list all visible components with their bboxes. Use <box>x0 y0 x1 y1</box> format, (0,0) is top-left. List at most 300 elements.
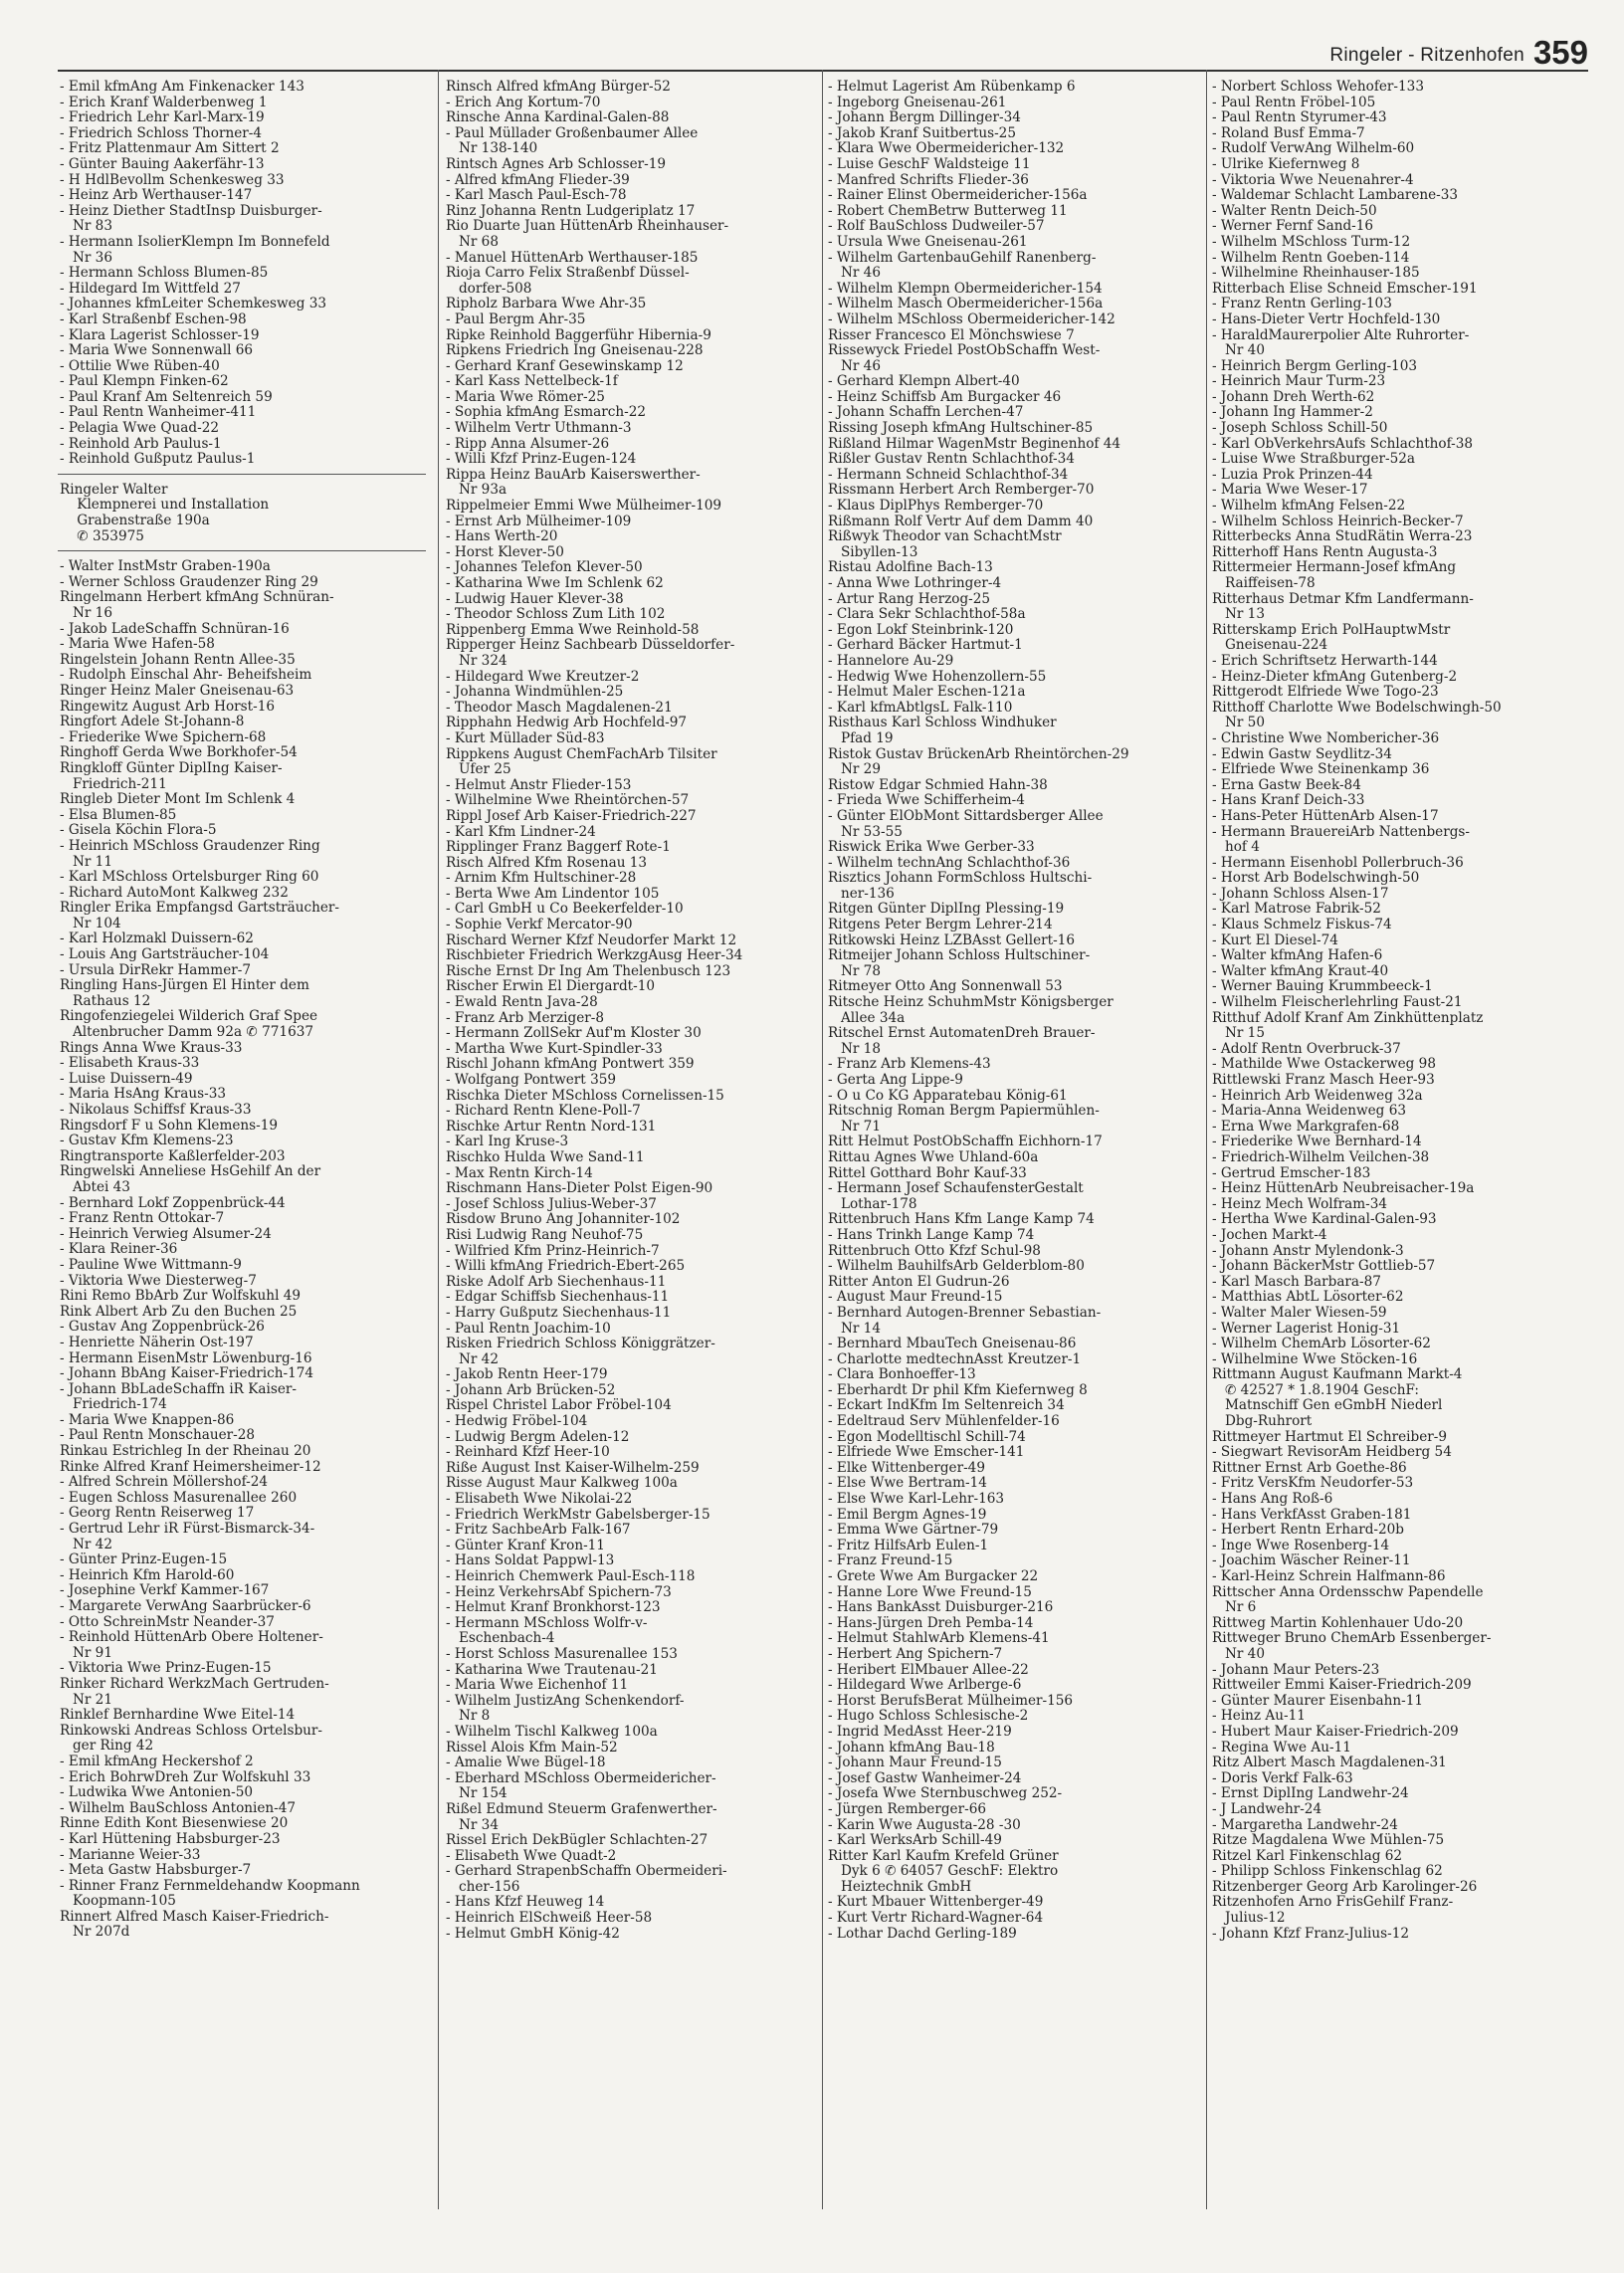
entry-list <box>58 80 434 468</box>
directory-entry: - Eugen Schloss Masurenallee 260 <box>60 1490 298 1506</box>
directory-entry: - Egon Modelltischl Schill-74 <box>828 1429 1026 1445</box>
directory-entry: Ripphahn Hedwig Arb Hochfeld-97 <box>446 716 688 731</box>
directory-entry: - Hans Kfzf Heuweg 14 <box>446 1895 605 1911</box>
directory-entry: - Paul Klempn Finken-62 <box>60 374 229 390</box>
directory-entry: Risztics Johann FormSchloss Hultschi- <box>828 871 1093 887</box>
directory-entry: - Alfred kfmAng Flieder-39 <box>446 172 630 188</box>
directory-entry: - Inge Wwe Rosenberg-14 <box>1212 1538 1390 1553</box>
directory-entry: - Marianne Weier-33 <box>60 1847 201 1863</box>
directory-entry: Rischl Johann kfmAng Pontwert 359 <box>446 1057 695 1073</box>
directory-entry: - Heinrich ElSchweiß Heer-58 <box>446 1911 653 1927</box>
directory-entry: - Wilhelm Vertr Uthmann-3 <box>446 421 632 437</box>
directory-entry: Rini Remo BbArb Zur Wolfskuhl 49 <box>60 1289 302 1305</box>
directory-entry: - Ludwig Hauer Klever-38 <box>446 591 624 607</box>
directory-entry: - Maria Wwe Sonnenwall 66 <box>60 343 254 359</box>
directory-entry: - Johann Anstr Mylendonk-3 <box>1212 1243 1404 1259</box>
directory-entry: - Jakob Kranf Suitbertus-25 <box>828 125 1016 141</box>
directory-entry: Ritz Albert Masch Magdalenen-31 <box>1212 1756 1447 1771</box>
directory-entry: Rinke Alfred Kranf Heimersheimer-12 <box>60 1459 321 1475</box>
directory-entry: Nr 42 <box>446 1351 499 1367</box>
directory-entry: Rischbieter Friedrich WerkzgAusg Heer-34 <box>446 948 743 964</box>
directory-entry: - Hannelore Au-29 <box>828 653 954 669</box>
directory-entry: Rischard Werner Kfzf Neudorfer Markt 12 <box>446 932 737 948</box>
directory-entry: Nr 16 <box>60 606 112 621</box>
directory-entry: Rippa Heinz BauArb Kaiserswerther- <box>446 467 701 483</box>
directory-entry: - Gustav Ang Zoppenbrück-26 <box>60 1320 265 1336</box>
directory-entry: - Margaretha Landwehr-24 <box>1212 1817 1398 1833</box>
directory-entry: Nr 78 <box>828 963 881 979</box>
directory-entry: Riswick Erika Wwe Gerber-33 <box>828 840 1035 856</box>
directory-entry: - Hanne Lore Wwe Freund-15 <box>828 1584 1032 1600</box>
directory-entry: Nr 207d <box>60 1925 130 1941</box>
directory-entry: Nr 324 <box>446 653 508 669</box>
directory-entry: Nr 104 <box>60 916 121 931</box>
directory-entry: Nr 42 <box>60 1537 112 1552</box>
directory-entry: - Robert ChemBetrw Butterweg 11 <box>828 203 1068 219</box>
directory-entry: Rittgerodt Elfriede Wwe Togo-23 <box>1212 685 1439 701</box>
directory-entry: - Franz Rentn Gerling-103 <box>1212 297 1392 312</box>
directory-entry: Ritterbach Elise Schneid Emscher-191 <box>1212 281 1478 297</box>
directory-entry: Nr 40 <box>1212 343 1265 359</box>
directory-entry: - Maria Wwe Römer-25 <box>446 389 605 405</box>
directory-entry: - Richard Rentn Klene-Poll-7 <box>446 1104 641 1120</box>
directory-entry: Nr 138-140 <box>446 141 538 157</box>
directory-entry: - Herbert Ang Spichern-7 <box>828 1646 1003 1662</box>
directory-entry: Rathaus 12 <box>60 993 151 1009</box>
directory-entry: - Johann Maur Freund-15 <box>828 1756 1002 1771</box>
directory-entry: - Franz Freund-15 <box>828 1553 953 1569</box>
directory-entry: - Emma Wwe Gärtner-79 <box>828 1523 999 1539</box>
directory-entry: Risken Friedrich Schloss Königgrätzer- <box>446 1337 715 1352</box>
column-divider <box>438 70 439 2209</box>
directory-entry: - Meta Gastw Habsburger-7 <box>60 1863 252 1879</box>
directory-entry: - Ludwig Bergm Adelen-12 <box>446 1429 630 1445</box>
directory-entry: - Elsa Blumen-85 <box>60 807 177 823</box>
directory-entry: - Johann Arb Brücken-52 <box>446 1382 616 1398</box>
column-2 <box>444 80 820 1942</box>
directory-entry: - Luise Wwe Straßburger-52a <box>1212 452 1416 468</box>
directory-entry: - Wilfried Kfm Prinz-Heinrich-7 <box>446 1243 660 1259</box>
directory-entry: - Johann Schaffn Lerchen-47 <box>828 405 1024 421</box>
directory-entry: - Horst Arb Bodelschwingh-50 <box>1212 871 1420 887</box>
directory-entry: - Mathilde Wwe Ostackerweg 98 <box>1212 1057 1436 1073</box>
directory-entry: - Richard AutoMont Kalkweg 232 <box>60 885 289 901</box>
directory-entry: - Sophie Verkf Mercator-90 <box>446 918 633 933</box>
directory-entry: Rittweiler Emmi Kaiser-Friedrich-209 <box>1212 1678 1472 1694</box>
directory-entry: Nr 40 <box>1212 1646 1265 1662</box>
directory-entry: - Heinrich Bergm Gerling-103 <box>1212 358 1417 374</box>
directory-entry: Nr 29 <box>828 762 881 778</box>
directory-entry: Rippl Josef Arb Kaiser-Friedrich-227 <box>446 808 697 824</box>
directory-entry: - HaraldMaurerpolier Alte Ruhrorter- <box>1212 327 1470 343</box>
directory-entry: - Edwin Gastw Seydlitz-34 <box>1212 746 1392 762</box>
directory-entry: - Karl Kfm Lindner-24 <box>446 824 596 840</box>
directory-entry: - Luzia Prok Prinzen-44 <box>1212 467 1373 483</box>
directory-entry: - Hans Werth-20 <box>446 529 558 545</box>
column-divider <box>1206 70 1207 2209</box>
directory-entry: - Hans BankAsst Duisburger-216 <box>828 1600 1054 1616</box>
directory-entry: - Günter Kranf Kron-11 <box>446 1538 605 1553</box>
directory-entry: Rittmeyer Hartmut El Schreiber-9 <box>1212 1429 1447 1445</box>
directory-entry: - Wolfgang Pontwert 359 <box>446 1073 617 1088</box>
directory-entry: Rißel Edmund Steuerm Grafenwerther- <box>446 1801 717 1817</box>
directory-entry: Ripplinger Franz Baggerf Rote-1 <box>446 840 671 856</box>
directory-entry: - Clara Sekr Schlachthof-58a <box>828 607 1026 623</box>
directory-entry: - Erich Kranf Walderbenweg 1 <box>60 95 268 110</box>
directory-entry: - Maria HsAng Kraus-33 <box>60 1087 227 1103</box>
directory-entry: - Johann Maur Peters-23 <box>1212 1662 1380 1678</box>
directory-entry: Ringler Erika Empfangsd Gartsträucher- <box>60 901 340 917</box>
directory-entry: - Fritz Plattenmaur Am Sittert 2 <box>60 141 280 157</box>
directory-entry: - Amalie Wwe Bügel-18 <box>446 1756 606 1771</box>
directory-entry: - Ottilie Wwe Rüben-40 <box>60 358 220 374</box>
directory-entry: - Klara Reiner-36 <box>60 1242 178 1258</box>
directory-entry: - Hermann Eisenhobl Pollerbruch-36 <box>1212 855 1464 871</box>
directory-entry: - Heinz Au-11 <box>1212 1709 1306 1725</box>
directory-entry: - Wilhelmine Rheinhauser-185 <box>1212 266 1420 282</box>
directory-entry: Nr 6 <box>1212 1600 1257 1616</box>
directory-entry: Rissewyck Friedel PostObSchaffn West- <box>828 343 1101 359</box>
directory-entry: - Pelagia Wwe Quad-22 <box>60 421 219 437</box>
directory-entry: hof 4 <box>1212 840 1260 856</box>
directory-entry: Heiztechnik GmbH <box>828 1879 972 1895</box>
directory-entry: - Herbert Rentn Erhard-20b <box>1212 1523 1404 1539</box>
directory-entry: ner-136 <box>828 886 895 902</box>
directory-entry: - Hubert Maur Kaiser-Friedrich-209 <box>1212 1724 1459 1740</box>
directory-entry: - Else Wwe Karl-Lehr-163 <box>828 1492 1005 1508</box>
directory-entry: - Horst Klever-50 <box>446 544 564 560</box>
directory-entry: - Grete Wwe Am Burgacker 22 <box>828 1569 1039 1584</box>
directory-entry: Nr 53-55 <box>828 824 903 840</box>
directory-entry: - Heribert ElMbauer Allee-22 <box>828 1662 1029 1678</box>
directory-entry: Nr 93a <box>446 483 508 499</box>
directory-entry: - Heinrich MSchloss Graudenzer Ring <box>60 838 320 854</box>
directory-entry: - Ewald Rentn Java-28 <box>446 995 598 1011</box>
directory-entry: - Gertrud Emscher-183 <box>1212 1165 1371 1181</box>
directory-entry: - Karl Masch Barbara-87 <box>1212 1274 1381 1290</box>
directory-entry: Rings Anna Wwe Kraus-33 <box>60 1040 243 1056</box>
directory-entry: - Karl-Heinz Schrein Halfmann-86 <box>1212 1569 1446 1584</box>
directory-entry: Risi Ludwig Rang Neuhof-75 <box>446 1227 644 1243</box>
directory-entry: - Hans-Dieter Vertr Hochfeld-130 <box>1212 311 1441 327</box>
directory-entry: - Paul Bergm Ahr-35 <box>446 311 586 327</box>
directory-entry: - Karl Hüttening Habsburger-23 <box>60 1831 281 1847</box>
directory-entry: - Johannes kfmLeiter Schemkesweg 33 <box>60 297 327 312</box>
directory-entry: Nr 46 <box>828 358 881 374</box>
directory-entry: Rittner Ernst Arb Goethe-86 <box>1212 1460 1407 1476</box>
directory-entry: - Emil kfmAng Am Finkenacker 143 <box>60 80 304 95</box>
directory-entry: Nr 34 <box>446 1817 499 1833</box>
directory-entry: - Harry Gußputz Siechenhaus-11 <box>446 1305 672 1321</box>
directory-entry: - Waldemar Schlacht Lambarene-33 <box>1212 188 1459 204</box>
directory-entry: - Georg Rentn Reiserweg 17 <box>60 1506 255 1522</box>
directory-entry: - Heinrich Verwieg Alsumer-24 <box>60 1226 272 1242</box>
directory-entry: - Heinrich Arb Weidenweg 32a <box>1212 1088 1423 1104</box>
directory-entry: - Reinhold HüttenArb Obere Holtener- <box>60 1630 323 1646</box>
directory-entry: - Heinz Diether StadtInsp Duisburger- <box>60 203 322 219</box>
directory-entry: - Hans VerkfAsst Graben-181 <box>1212 1507 1412 1523</box>
directory-entry: - H HdlBevollm Schenkesweg 33 <box>60 172 285 188</box>
directory-entry: - Hans Ang Roß-6 <box>1212 1492 1333 1508</box>
directory-entry: - Ludwika Wwe Antonien-50 <box>60 1785 254 1801</box>
page-number: 359 <box>1532 34 1588 71</box>
directory-entry: - Lothar Dachd Gerling-189 <box>828 1926 1017 1942</box>
directory-entry: - Heinz HüttenArb Neubreisacher-19a <box>1212 1181 1475 1197</box>
directory-entry: - Ingrid MedAsst Heer-219 <box>828 1724 1012 1740</box>
directory-entry: Rissel Alois Kfm Main-52 <box>446 1740 618 1756</box>
column-4 <box>1210 80 1586 1942</box>
directory-entry: - Ulrike Kiefernweg 8 <box>1212 156 1360 172</box>
directory-entry: - Karl Masch Paul-Esch-78 <box>446 188 627 204</box>
directory-entry: Ritkowski Heinz LZBAsst Gellert-16 <box>828 932 1075 948</box>
directory-entry: - Ernst DiplIng Landwehr-24 <box>1212 1786 1409 1802</box>
entry-list <box>1210 80 1586 1942</box>
directory-entry: Nr 71 <box>828 1119 881 1135</box>
directory-entry: Nr 83 <box>60 219 112 235</box>
column-divider <box>822 70 823 2209</box>
directory-entry: - Erich Ang Kortum-70 <box>446 95 601 110</box>
directory-entry: Friedrich-211 <box>60 776 167 792</box>
directory-entry: Nr 154 <box>446 1786 508 1802</box>
directory-entry: - Heinrich Kfm Harold-60 <box>60 1567 235 1583</box>
directory-entry: Rinker Richard WerkzMach Gertruden- <box>60 1676 329 1692</box>
directory-entry: - Walter kfmAng Kraut-40 <box>1212 963 1389 979</box>
directory-entry: - Jochen Markt-4 <box>1212 1227 1327 1243</box>
directory-entry: Ripke Reinhold Baggerführ Hibernia-9 <box>446 327 711 343</box>
directory-entry: - Edgar Schiffsb Siechenhaus-11 <box>446 1290 670 1306</box>
directory-entry: - Friedrich WerkMstr Gabelsberger-15 <box>446 1507 710 1523</box>
directory-entry: - Rudolf VerwAng Wilhelm-60 <box>1212 141 1415 157</box>
directory-entry: - Hertha Wwe Kardinal-Galen-93 <box>1212 1212 1437 1228</box>
directory-entry: Rißmann Rolf Vertr Auf dem Damm 40 <box>828 514 1094 529</box>
directory-entry: Ristow Edgar Schmied Hahn-38 <box>828 777 1048 793</box>
directory-entry: - Josef Gastw Wanheimer-24 <box>828 1770 1022 1786</box>
directory-entry: Ringewitz August Arb Horst-16 <box>60 699 276 715</box>
directory-entry: - Heinz-Dieter kfmAng Gutenberg-2 <box>1212 669 1458 685</box>
directory-entry: Rinsche Anna Kardinal-Galen-88 <box>446 110 670 126</box>
directory-entry: - Charlotte medtechnAsst Kreutzer-1 <box>828 1351 1082 1367</box>
directory-entry: Rittau Agnes Wwe Uhland-60a <box>828 1149 1039 1165</box>
directory-entry: - Bernhard Autogen-Brenner Sebastian- <box>828 1305 1102 1321</box>
directory-entry: - Wilhelm Schloss Heinrich-Becker-7 <box>1212 514 1464 529</box>
directory-entry: - Helmut StahlwArb Klemens-41 <box>828 1631 1050 1647</box>
directory-entry: Rißland Hilmar WagenMstr Beginenhof 44 <box>828 436 1121 452</box>
directory-entry: - Joseph Schloss Schill-50 <box>1212 421 1388 437</box>
directory-entry: - Clara Bonhoeffer-13 <box>828 1367 976 1383</box>
directory-entry: Ritthoff Charlotte Wwe Bodelschwingh-50 <box>1212 700 1502 716</box>
directory-entry: - Johann BbLadeSchaffn iR Kaiser- <box>60 1381 297 1397</box>
directory-entry: Nr 15 <box>1212 1026 1265 1042</box>
directory-entry: - Josefa Wwe Sternbuschweg 252- <box>828 1786 1063 1802</box>
directory-entry: - Elfriede Wwe Steinenkamp 36 <box>1212 762 1430 778</box>
directory-entry: Riße August Inst Kaiser-Wilhelm-259 <box>446 1460 700 1476</box>
directory-entry: - Ursula DirRekr Hammer-7 <box>60 962 251 978</box>
directory-entry: - Franz Rentn Ottokar-7 <box>60 1211 225 1227</box>
directory-entry: - Jakob LadeSchaffn Schnüran-16 <box>60 621 290 637</box>
directory-entry: Rinz Johanna Rentn Ludgeriplatz 17 <box>446 203 696 219</box>
directory-entry: Ritmeijer Johann Schloss Hultschiner- <box>828 948 1091 964</box>
directory-entry: - Erna Wwe Markgrafen-68 <box>1212 1119 1400 1135</box>
directory-entry: - Walter Maler Wiesen-59 <box>1212 1305 1387 1321</box>
directory-entry: Ritt Helmut PostObSchaffn Eichhorn-17 <box>828 1135 1103 1150</box>
directory-entry: - Hermann EisenMstr Löwenburg-16 <box>60 1350 312 1366</box>
column-3 <box>826 80 1202 1942</box>
directory-entry: Rippenberg Emma Wwe Reinhold-58 <box>446 622 700 638</box>
directory-entry: Abtei 43 <box>60 1179 130 1195</box>
directory-entry: - Christine Wwe Nombericher-36 <box>1212 730 1440 746</box>
directory-entry: - Werner Fernf Sand-16 <box>1212 219 1374 235</box>
directory-entry: Rink Albert Arb Zu den Buchen 25 <box>60 1304 298 1320</box>
directory-entry: Riske Adolf Arb Siechenhaus-11 <box>446 1274 667 1290</box>
directory-entry: - Karl Straßenbf Eschen-98 <box>60 311 247 327</box>
directory-entry: Ripholz Barbara Wwe Ahr-35 <box>446 297 647 312</box>
directory-entry: Ringelmann Herbert kfmAng Schnüran- <box>60 590 334 606</box>
directory-entry: - Wilhelm MSchloss Obermeidericher-142 <box>828 311 1116 327</box>
directory-entry: - Luise Duissern-49 <box>60 1071 193 1087</box>
directory-entry: - Hermann Josef SchaufensterGestalt <box>828 1181 1084 1197</box>
directory-entry: Ritterhoff Hans Rentn Augusta-3 <box>1212 544 1438 560</box>
directory-entry: - Karl ObVerkehrsAufs Schlachthof-38 <box>1212 436 1474 452</box>
entry-list <box>58 559 434 1941</box>
directory-entry: - Nikolaus Schiffsf Kraus-33 <box>60 1103 252 1118</box>
directory-entry: - Wilhelm GartenbauGehilf Ranenberg- <box>828 250 1097 266</box>
directory-entry: - Johann BäckerMstr Gottlieb-57 <box>1212 1259 1436 1275</box>
directory-entry: - Hedwig Wwe Hohenzollern-55 <box>828 669 1047 685</box>
directory-entry: - Hermann BrauereiArb Nattenbergs- <box>1212 824 1470 840</box>
directory-entry: Dyk 6 ✆ 64057 GeschF: Elektro <box>828 1864 1059 1880</box>
directory-entry: - Erich BohrwDreh Zur Wolfskuhl 33 <box>60 1769 311 1785</box>
directory-entry: - Elisabeth Wwe Quadt-2 <box>446 1848 617 1864</box>
directory-entry: - Theodor Masch Magdalenen-21 <box>446 700 673 716</box>
directory-entry: - Karin Wwe Augusta-28 -30 <box>828 1817 1021 1833</box>
directory-entry: - Manuel HüttenArb Werthauser-185 <box>446 250 699 266</box>
directory-entry: Rißwyk Theodor van SchachtMstr <box>828 529 1062 545</box>
directory-entry: Rissing Joseph kfmAng Hultschiner-85 <box>828 421 1094 437</box>
directory-entry: - Elisabeth Wwe Nikolai-22 <box>446 1492 633 1508</box>
directory-entry: Friedrich-174 <box>60 1397 167 1413</box>
directory-entry: - Fritz HilfsArb Eulen-1 <box>828 1538 989 1553</box>
directory-entry: - Wilhelm ChemArb Lösorter-62 <box>1212 1337 1431 1352</box>
directory-entry: Ripkens Friedrich Ing Gneisenau-228 <box>446 343 704 359</box>
directory-entry: - Günter Bauing Aakerfähr-13 <box>60 156 265 172</box>
directory-entry: - Gisela Köchin Flora-5 <box>60 823 217 839</box>
directory-entry: Ringhoff Gerda Wwe Borkhofer-54 <box>60 745 298 761</box>
directory-entry: - Klara Wwe Obermeidericher-132 <box>828 141 1065 157</box>
directory-entry: - Heinz Schiffsb Am Burgacker 46 <box>828 389 1062 405</box>
directory-entry: - Gerhard Klempn Albert-40 <box>828 374 1020 390</box>
directory-entry: - Wilhelm Masch Obermeidericher-156a <box>828 297 1104 312</box>
directory-entry: - Reinhold Arb Paulus-1 <box>60 436 222 452</box>
directory-entry: - Helmut Anstr Flieder-153 <box>446 777 632 793</box>
directory-entry: Ringleb Dieter Mont Im Schlenk 4 <box>60 792 296 808</box>
directory-entry: - Adolf Rentn Overbruck-37 <box>1212 1041 1401 1057</box>
directory-entry: - Friedrich Schloss Thorner-4 <box>60 125 263 141</box>
directory-entry: - Sophia kfmAng Esmarch-22 <box>446 405 647 421</box>
directory-entry: Matnschiff Gen eGmbH Niederl <box>1212 1398 1443 1414</box>
entry-list <box>826 80 1202 1942</box>
directory-entry: - Karl kfmAbtlgsL Falk-110 <box>828 700 1013 716</box>
directory-entry: - Werner Bauing Krummbeeck-1 <box>1212 979 1433 995</box>
directory-entry: Rippkens August ChemFachArb Tilsiter <box>446 746 717 762</box>
directory-entry: Rinklef Bernhardine Wwe Eitel-14 <box>60 1708 296 1724</box>
directory-entry: - Luise GeschF Waldsteige 11 <box>828 156 1031 172</box>
directory-entry: - Walter Rentn Deich-50 <box>1212 203 1377 219</box>
directory-entry: - Theodor Schloss Zum Lith 102 <box>446 607 666 623</box>
directory-entry: - Viktoria Wwe Diesterweg-7 <box>60 1273 257 1289</box>
divider <box>58 474 426 475</box>
directory-entry: Sibyllen-13 <box>828 544 918 560</box>
directory-entry: - Viktoria Wwe Prinz-Eugen-15 <box>60 1661 272 1677</box>
directory-entry: - Hermann Schneid Schlachthof-34 <box>828 467 1069 483</box>
directory-entry: - Hildegard Wwe Arlberge-6 <box>828 1678 1022 1694</box>
directory-entry: - Katharina Wwe Trautenau-21 <box>446 1662 658 1678</box>
directory-entry: - Klara Lagerist Schlosser-19 <box>60 327 260 343</box>
directory-entry: - Wilhelm Tischl Kalkweg 100a <box>446 1724 658 1740</box>
directory-entry: Eschenbach-4 <box>446 1631 555 1647</box>
directory-entry: - Elke Wittenberger-49 <box>828 1460 985 1476</box>
directory-entry: - Johann Dreh Werth-62 <box>1212 389 1375 405</box>
directory-entry: - Friederike Wwe Spichern-68 <box>60 729 267 745</box>
directory-entry: - Karl MSchloss Ortelsburger Ring 60 <box>60 870 319 886</box>
directory-entry: Rinnert Alfred Masch Kaiser-Friedrich- <box>60 1909 329 1925</box>
directory-entry: - O u Co KG Apparatebau König-61 <box>828 1088 1068 1104</box>
directory-entry: - Artur Rang Herzog-25 <box>828 591 991 607</box>
directory-entry: - Erich Schriftsetz Herwarth-144 <box>1212 653 1438 669</box>
directory-entry: Rischer Erwin El Diergardt-10 <box>446 979 656 995</box>
directory-entry: - Margarete VerwAng Saarbrücker-6 <box>60 1599 311 1614</box>
directory-entry: - Louis Ang Gartsträucher-104 <box>60 947 270 963</box>
directory-entry: - Paul Müllader Großenbaumer Allee <box>446 125 699 141</box>
directory-entry: - Wilhelm JustizAng Schenkendorf- <box>446 1693 685 1709</box>
directory-entry: - Reinhold Gußputz Paulus-1 <box>60 452 256 468</box>
directory-entry: Risser Francesco El Mönchswiese 7 <box>828 327 1075 343</box>
directory-entry: - Rudolph Einschal Ahr- Beheifsheim <box>60 668 312 684</box>
directory-entry: - Maria Wwe Eichenhof 11 <box>446 1678 629 1694</box>
directory-entry: - Max Rentn Kirch-14 <box>446 1165 593 1181</box>
directory-entry: Rischko Hulda Wwe Sand-11 <box>446 1149 645 1165</box>
directory-entry: Ritterskamp Erich PolHauptwMstr <box>1212 622 1451 638</box>
directory-entry: - Horst Schloss Masurenallee 153 <box>446 1646 678 1662</box>
directory-entry: Ripperger Heinz Sachbearb Düsseldorfer- <box>446 638 735 654</box>
directory-entry: Rißler Gustav Rentn Schlachthof-34 <box>828 452 1075 468</box>
directory-entry: - Manfred Schrifts Flieder-36 <box>828 172 1029 188</box>
directory-entry: ger Ring 42 <box>60 1739 154 1755</box>
directory-entry: - Rinner Franz Fernmeldehandw Koopmann <box>60 1878 360 1894</box>
directory-entry: - Paul Kranf Am Seltenreich 59 <box>60 389 273 405</box>
directory-entry: - Matthias AbtL Lösorter-62 <box>1212 1290 1404 1306</box>
running-head: Ringeler - Ritzenhofen <box>1329 45 1524 66</box>
directory-entry: - Regina Wwe Au-11 <box>1212 1740 1351 1756</box>
directory-entry: Rische Ernst Dr Ing Am Thelenbusch 123 <box>446 963 731 979</box>
directory-entry: - Maria-Anna Weidenweg 63 <box>1212 1104 1406 1120</box>
directory-entry: Nr 13 <box>1212 607 1265 623</box>
directory-entry: - Paul Rentn Joachim-10 <box>446 1321 611 1337</box>
directory-entry: - Alfred Schrein Möllershof-24 <box>60 1475 269 1491</box>
directory-entry: - Katharina Wwe Im Schlenk 62 <box>446 576 664 591</box>
directory-entry: - Willi Kfzf Prinz-Eugen-124 <box>446 452 637 468</box>
directory-entry: - Eberhard MSchloss Obermeidericher- <box>446 1770 716 1786</box>
directory-entry: - Wilhelm Rentn Goeben-114 <box>1212 250 1410 266</box>
directory-entry: Risthaus Karl Schloss Windhuker <box>828 716 1057 731</box>
directory-entry: Ringtransporte Kaßlerfelder-203 <box>60 1148 286 1164</box>
directory-entry: - Helmut Kranf Bronkhorst-123 <box>446 1600 661 1616</box>
directory-entry: Rinkau Estrichleg In der Rheinau 20 <box>60 1444 311 1460</box>
directory-entry: - August Maur Freund-15 <box>828 1290 1003 1306</box>
directory-entry: Allee 34a <box>828 1010 906 1026</box>
directory-entry: - Heinrich Maur Turm-23 <box>1212 374 1386 390</box>
directory-entry: Nr 46 <box>828 266 881 282</box>
directory-entry: Ritschel Ernst AutomatenDreh Brauer- <box>828 1026 1096 1042</box>
